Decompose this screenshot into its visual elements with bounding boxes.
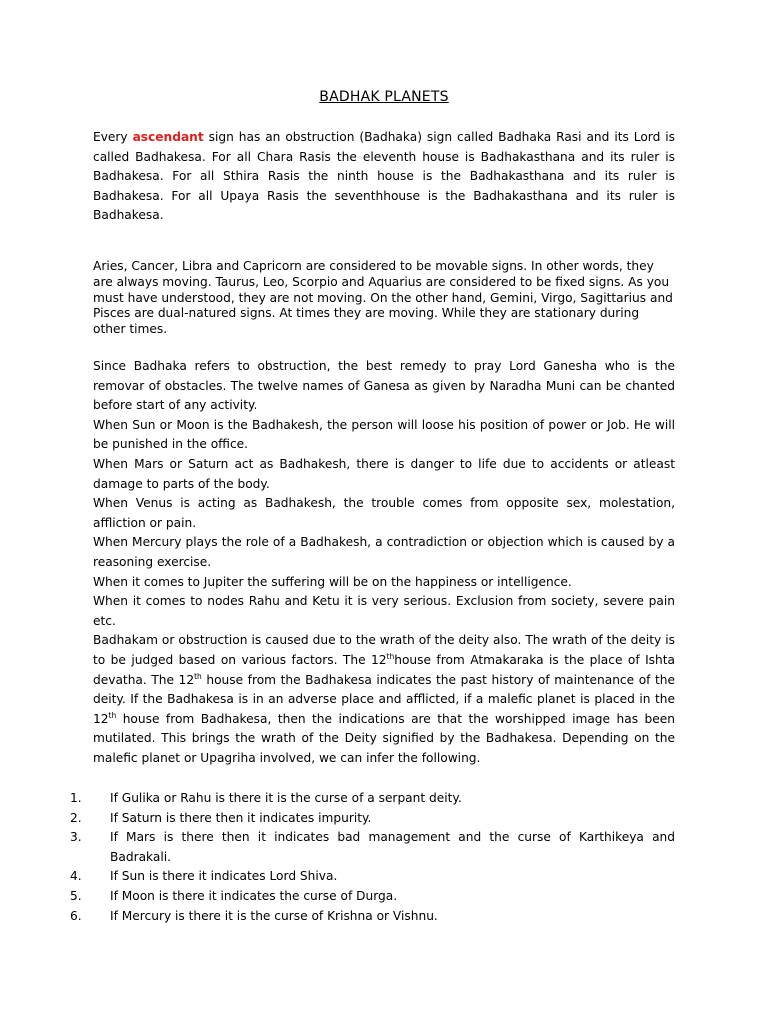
sun-moon-paragraph: When Sun or Moon is the Badhakesh, the person will loose his position of power or Job. He will be punished in the office. bbox=[93, 417, 675, 452]
list-item bbox=[70, 828, 675, 867]
venus-paragraph: When Venus is acting as Badhakesh, the trouble comes from opposite sex, molestation, affliction or pain. bbox=[93, 496, 675, 530]
mercury-paragraph: When Mercury plays the role of a Badhakesh, a contradiction or objection which is caused by a reasoning exercise. bbox=[93, 535, 675, 569]
list-text: If Saturn is there then it indicates impurity. bbox=[110, 810, 372, 825]
list-text: If Moon is there it indicates the curse of Durga. bbox=[110, 888, 398, 903]
intro-text-start: Every bbox=[93, 130, 133, 144]
jupiter-paragraph: When it comes to Jupiter the suffering will be on the happiness or intelligence. bbox=[93, 574, 572, 589]
ascendant-highlight: ascendant bbox=[132, 130, 204, 144]
intro-text-rest: sign has an obstruction (Badhaka) sign called Badhaka Rasi and its Lord is called Badhakesa. For all Chara Rasis the eleventh house is Badhakasthana and its ruler is Badhakesa. For all Sthira Rasis the ninth house is the Badhakasthana and its ruler is Badhakesa. For all Upaya Rasis the seventhhouse is the Badhakasthana and its ruler is Badhakesa. bbox=[93, 130, 675, 223]
movable-signs-paragraph: Aries, Cancer, Libra and Capricorn are considered to be movable signs. In other words, they are always moving. Taurus, Leo, Scorpio and Aquarius are considered to be fixed signs. As you must have understood, they are not moving. On the other hand, Gemini, Virgo, Sagittarius and Pisces are dual-natured signs. At times they are moving. While they are stationary during other times. bbox=[93, 259, 673, 337]
list-number: 4. bbox=[70, 869, 82, 884]
deity-wrath-paragraph bbox=[93, 631, 675, 768]
list-text: If Mercury is there it is the curse of Krishna or Vishnu. bbox=[110, 908, 438, 923]
list-item bbox=[70, 907, 675, 927]
list-text: If Sun is there it indicates Lord Shiva. bbox=[110, 869, 338, 884]
list-text: If Gulika or Rahu is there it is the curse of a serpant deity. bbox=[110, 791, 462, 805]
body-paragraphs bbox=[93, 357, 675, 768]
nodes-paragraph: When it comes to nodes Rahu and Ketu it is very serious. Exclusion from society, severe pain etc. bbox=[93, 594, 675, 628]
superscript-th: th bbox=[194, 671, 202, 681]
list-item bbox=[70, 789, 675, 809]
list-item bbox=[70, 867, 675, 887]
wrath-text-c: house from the Badhakesa indicates the past history of maintenance of the deity. If the Badhakesa is in an adverse place and afflicted, if a malefic planet is placed in the 12 bbox=[93, 672, 676, 726]
list-number: 6. bbox=[70, 908, 82, 923]
list-number: 2. bbox=[70, 810, 82, 825]
curse-list bbox=[70, 789, 675, 926]
list-number: 3. bbox=[70, 830, 82, 845]
wrath-text-b: house from Atmakaraka is the place of Ishta devatha. The 12 bbox=[93, 652, 675, 687]
page-title: BADHAK PLANETS bbox=[319, 89, 449, 105]
wrath-text-a: Badhakam or obstruction is caused due to the wrath of the deity also. The wrath of the deity is to be judged based on various factors. The 12 bbox=[93, 633, 675, 667]
remedy-paragraph: Since Badhaka refers to obstruction, the best remedy to pray Lord Ganesha who is the removar of obstacles. The twelve names of Ganesa as given by Naradha Muni can be chanted before start of any activity. bbox=[93, 359, 675, 413]
list-text: If Mars is there then it indicates bad management and the curse of Karthikeya and Badrakali. bbox=[110, 830, 675, 864]
intro-paragraph bbox=[93, 128, 675, 226]
list-item bbox=[70, 887, 675, 907]
list-number: 1. bbox=[70, 791, 82, 805]
list-number: 5. bbox=[70, 888, 82, 903]
list-item bbox=[70, 809, 675, 829]
superscript-th: th bbox=[386, 651, 395, 661]
wrath-text-d: house from Badhakesa, then the indications are that the worshipped image has been mutilated. This brings the wrath of the Deity signified by the Badhakesa. Depending on the malefic planet or Upagriha involved, we can infer the following. bbox=[93, 711, 675, 765]
mars-saturn-paragraph: When Mars or Saturn act as Badhakesh, there is danger to life due to accidents or atleast damage to parts of the body. bbox=[93, 456, 675, 491]
superscript-th: th bbox=[108, 710, 117, 720]
